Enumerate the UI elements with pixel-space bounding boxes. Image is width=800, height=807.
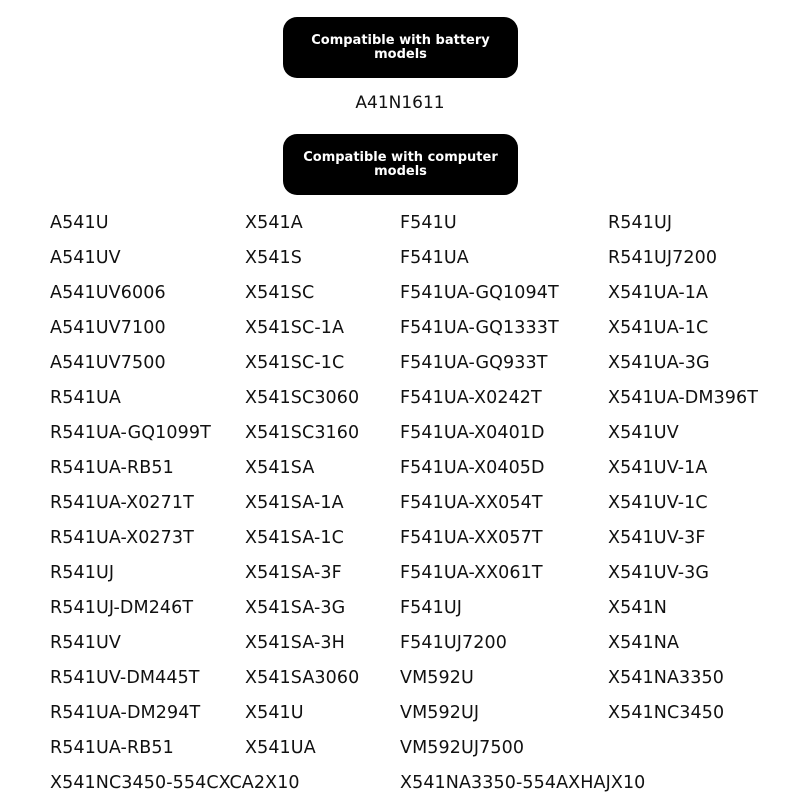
model-entry: F541U xyxy=(400,213,457,233)
model-row xyxy=(0,492,800,527)
model-row xyxy=(0,282,800,317)
model-row xyxy=(0,212,800,247)
model-entry: F541UA-GQ1094T xyxy=(400,283,559,303)
computer-model-grid xyxy=(0,212,800,807)
model-entry: X541A xyxy=(245,213,303,233)
model-row xyxy=(0,457,800,492)
model-entry: F541UA-GQ1333T xyxy=(400,318,559,338)
model-entry: X541NA xyxy=(608,633,680,653)
battery-models-heading-text: Compatible with battery models xyxy=(311,32,490,62)
model-entry: R541UJ-DM246T xyxy=(50,598,194,618)
model-entry: R541UA-RB51 xyxy=(50,738,174,758)
model-entry: R541UA-DM294T xyxy=(50,703,201,723)
model-entry: X541U xyxy=(245,703,304,723)
model-entry: R541UA-X0273T xyxy=(50,528,194,548)
model-entry: X541UA-3G xyxy=(608,353,710,373)
model-entry: R541UA-X0271T xyxy=(50,493,194,513)
battery-models-heading xyxy=(283,17,518,78)
model-entry: R541UV-DM445T xyxy=(50,668,200,688)
model-entry: F541UA-X0405D xyxy=(400,458,545,478)
model-entry: X541SC3160 xyxy=(245,423,360,443)
model-entry: R541UA xyxy=(50,388,121,408)
model-entry: F541UA-XX054T xyxy=(400,493,543,513)
model-entry: X541SC3060 xyxy=(245,388,360,408)
model-entry: F541UA xyxy=(400,248,469,268)
model-row xyxy=(0,632,800,667)
model-row xyxy=(0,667,800,702)
model-entry: R541UA-GQ1099T xyxy=(50,423,211,443)
model-entry: R541UV xyxy=(50,633,121,653)
model-entry: F541UJ xyxy=(400,598,463,618)
model-entry: VM592UJ xyxy=(400,703,480,723)
model-entry: X541NA3350 xyxy=(608,668,724,688)
model-entry: X541NC3450 xyxy=(608,703,725,723)
model-entry: X541S xyxy=(245,248,302,268)
model-entry: A541UV6006 xyxy=(50,283,166,303)
model-entry: X541UA xyxy=(245,738,316,758)
model-entry: X541SA-1C xyxy=(245,528,344,548)
model-entry: X541SA-3F xyxy=(245,563,342,583)
model-row xyxy=(0,702,800,737)
model-entry: A541UV xyxy=(50,248,121,268)
model-entry: R541UA-RB51 xyxy=(50,458,174,478)
model-entry: X541SA3060 xyxy=(245,668,360,688)
model-entry: X541UA-DM396T xyxy=(608,388,759,408)
model-entry: X541NA3350-554AXHAJX10 xyxy=(400,773,646,793)
model-row xyxy=(0,317,800,352)
model-entry: R541UJ xyxy=(608,213,673,233)
computer-models-heading-text: Compatible with computer models xyxy=(303,149,498,179)
model-entry: F541UA-XX061T xyxy=(400,563,543,583)
battery-model: A41N1611 xyxy=(355,93,445,113)
model-row xyxy=(0,352,800,387)
model-entry: X541UV-1A xyxy=(608,458,708,478)
model-entry: VM592U xyxy=(400,668,474,688)
model-entry: X541SA-3G xyxy=(245,598,346,618)
model-entry: X541SA-1A xyxy=(245,493,344,513)
computer-models-heading xyxy=(283,134,518,195)
model-row xyxy=(0,247,800,282)
model-row xyxy=(0,737,800,772)
model-entry: R541UJ xyxy=(50,563,115,583)
model-entry: X541NC3450-554CXCA2X10 xyxy=(50,773,300,793)
model-entry: X541UV xyxy=(608,423,679,443)
model-entry: A541UV7500 xyxy=(50,353,166,373)
model-entry: X541UV-3F xyxy=(608,528,706,548)
model-entry: A541UV7100 xyxy=(50,318,166,338)
model-row xyxy=(0,562,800,597)
model-entry: F541UA-GQ933T xyxy=(400,353,548,373)
model-entry: VM592UJ7500 xyxy=(400,738,525,758)
model-entry: X541SC xyxy=(245,283,315,303)
model-row xyxy=(0,527,800,562)
model-entry: X541SC-1A xyxy=(245,318,345,338)
model-entry: X541UA-1A xyxy=(608,283,709,303)
model-entry: X541UV-1C xyxy=(608,493,708,513)
model-entry: F541UJ7200 xyxy=(400,633,507,653)
model-row xyxy=(0,422,800,457)
model-entry: F541UA-XX057T xyxy=(400,528,543,548)
model-entry: X541SA-3H xyxy=(245,633,345,653)
model-entry: X541SC-1C xyxy=(245,353,345,373)
model-row xyxy=(0,597,800,632)
model-row xyxy=(0,387,800,422)
model-row xyxy=(0,772,800,807)
model-entry: R541UJ7200 xyxy=(608,248,718,268)
model-entry: F541UA-X0242T xyxy=(400,388,542,408)
model-entry: X541UA-1C xyxy=(608,318,709,338)
model-entry: X541N xyxy=(608,598,667,618)
model-entry: X541UV-3G xyxy=(608,563,710,583)
model-entry: F541UA-X0401D xyxy=(400,423,545,443)
model-entry: A541U xyxy=(50,213,109,233)
model-entry: X541SA xyxy=(245,458,315,478)
